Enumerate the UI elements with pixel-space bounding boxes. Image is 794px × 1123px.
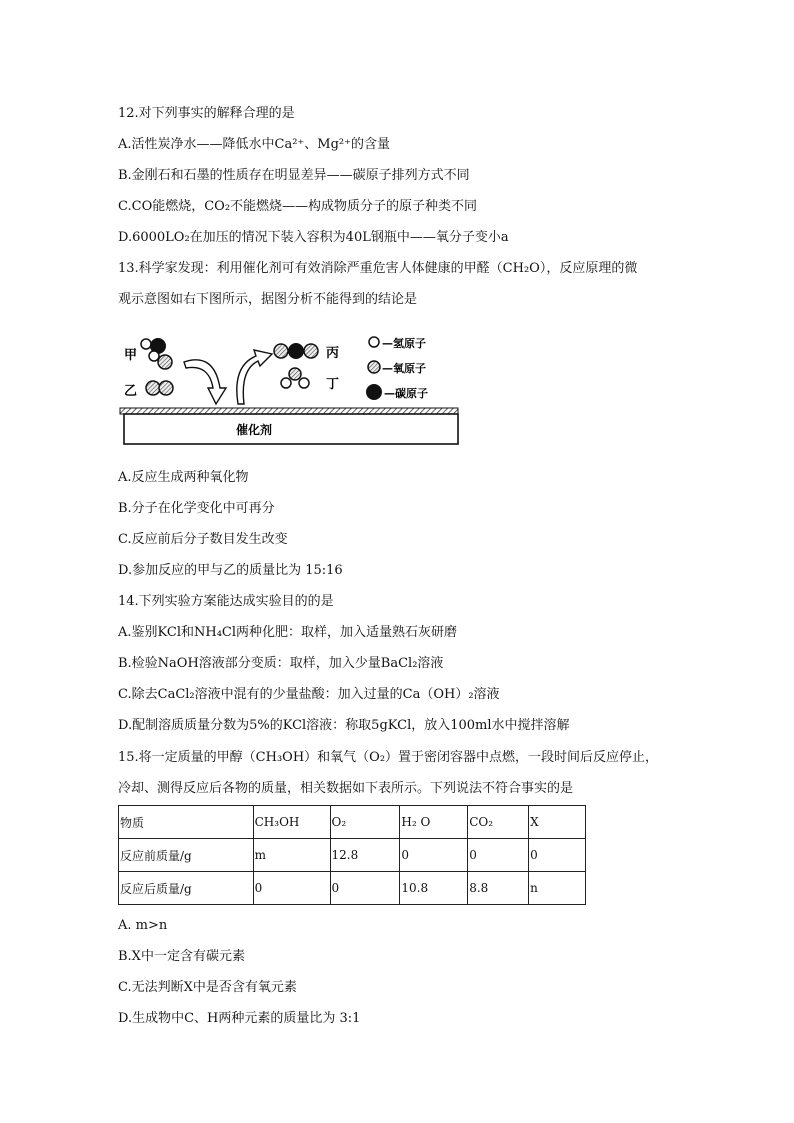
table-cell: CO₂ bbox=[468, 806, 529, 839]
formaldehyde-molecule bbox=[141, 338, 172, 369]
legend-hydrogen: —氢原子 bbox=[382, 337, 426, 350]
table-cell: 0 bbox=[253, 872, 330, 905]
q12-option-a: A.活性炭净水——降低水中Ca²⁺、Mg²⁺的含量 bbox=[118, 137, 390, 152]
q13-option-c: C.反应前后分子数目发生改变 bbox=[118, 532, 288, 547]
carbon-atom-icon bbox=[366, 384, 382, 400]
legend-oxygen: —氧原子 bbox=[382, 362, 426, 375]
q13-option-d: D.参加反应的甲与乙的质量比为 15:16 bbox=[118, 563, 343, 578]
q13-stem-line2: 观示意图如右下图所示，据图分析不能得到的结论是 bbox=[118, 292, 418, 307]
table-cell: 12.8 bbox=[330, 839, 400, 872]
table-cell: 0 bbox=[330, 872, 400, 905]
label-ding: 丁 bbox=[326, 377, 340, 392]
hydrogen-atom-icon bbox=[369, 337, 379, 347]
table-cell: 8.8 bbox=[468, 872, 529, 905]
table-cell: H₂ O bbox=[400, 806, 468, 839]
q13-option-a: A.反应生成两种氧化物 bbox=[118, 470, 249, 485]
table-cell: 反应后质量/g bbox=[119, 872, 254, 905]
diagram-legend bbox=[366, 336, 428, 400]
table-cell: O₂ bbox=[330, 806, 400, 839]
table-cell: X bbox=[529, 806, 586, 839]
table-row bbox=[119, 839, 586, 872]
carbon-dioxide-molecule bbox=[274, 343, 318, 359]
q12-option-d: D.6000LO₂在加压的情况下装入容积为40L钢瓶中——氧分子变小a bbox=[118, 230, 509, 245]
q12-option-b: B.金刚石和石墨的性质存在明显差异——碳原子排列方式不同 bbox=[118, 168, 470, 183]
q12-option-c: C.CO能燃烧，CO₂不能燃烧——构成物质分子的原子种类不同 bbox=[118, 199, 478, 214]
table-cell: CH₃OH bbox=[253, 806, 330, 839]
q14-option-b: B.检验NaOH溶液部分变质：取样，加入少量BaCl₂溶液 bbox=[118, 656, 444, 671]
mass-data-table bbox=[118, 805, 586, 905]
label-yi: 乙 bbox=[124, 384, 138, 399]
table-cell: 物质 bbox=[119, 806, 254, 839]
oxygen-atom-icon bbox=[368, 361, 380, 373]
q13-stem-line1: 13.科学家发现：利用催化剂可有效消除严重危害人体健康的甲醛（CH₂O），反应原理的微 bbox=[118, 261, 638, 276]
q15-option-b: B.X中一定含有碳元素 bbox=[118, 949, 245, 964]
q14-option-d: D.配制溶质质量分数为5%的KCl溶液：称取5gKCl，放入100ml水中搅拌溶解 bbox=[118, 718, 570, 733]
table-cell: m bbox=[253, 839, 330, 872]
table-cell: 0 bbox=[468, 839, 529, 872]
oxygen-molecule bbox=[146, 381, 173, 395]
q14-option-a: A.鉴别KCl和NH₄Cl两种化肥：取样，加入适量熟石灰研磨 bbox=[118, 625, 458, 640]
q12-stem: 12.对下列事实的解释合理的是 bbox=[118, 106, 295, 121]
arrow-down-icon bbox=[184, 360, 226, 404]
table-row bbox=[119, 872, 586, 905]
water-molecule bbox=[281, 368, 309, 388]
table-cell: n bbox=[529, 872, 586, 905]
table-cell: 10.8 bbox=[400, 872, 468, 905]
catalyst-block bbox=[124, 414, 458, 444]
reaction-micro-diagram bbox=[118, 330, 478, 448]
arrow-up-icon bbox=[237, 350, 272, 404]
catalyst-label: 催化剂 bbox=[236, 423, 273, 437]
q14-stem: 14.下列实验方案能达成实验目的的是 bbox=[118, 594, 334, 609]
q15-option-a: A. m>n bbox=[118, 918, 168, 933]
q15-stem-line1: 15.将一定质量的甲醇（CH₃OH）和氧气（O₂）置于密闭容器中点燃，一段时间后反应停止， bbox=[118, 750, 659, 765]
label-jia: 甲 bbox=[124, 348, 138, 363]
table-cell: 0 bbox=[400, 839, 468, 872]
q14-option-c: C.除去CaCl₂溶液中混有的少量盐酸：加入过量的Ca（OH）₂溶液 bbox=[118, 687, 500, 702]
table-cell: 0 bbox=[529, 839, 586, 872]
table-header-row bbox=[119, 806, 586, 839]
q13-option-b: B.分子在化学变化中可再分 bbox=[118, 501, 275, 516]
label-bing: 丙 bbox=[326, 346, 340, 361]
legend-carbon: —碳原子 bbox=[384, 387, 428, 400]
q15-stem-line2: 冷却、测得反应后各物的质量，相关数据如下表所示。下列说法不符合事实的是 bbox=[118, 781, 574, 796]
catalyst-surface bbox=[120, 408, 458, 414]
q15-option-d: D.生成物中C、H两种元素的质量比为 3:1 bbox=[118, 1011, 361, 1026]
table-cell: 反应前质量/g bbox=[119, 839, 254, 872]
q15-option-c: C.无法判断X中是否含有氧元素 bbox=[118, 980, 297, 995]
